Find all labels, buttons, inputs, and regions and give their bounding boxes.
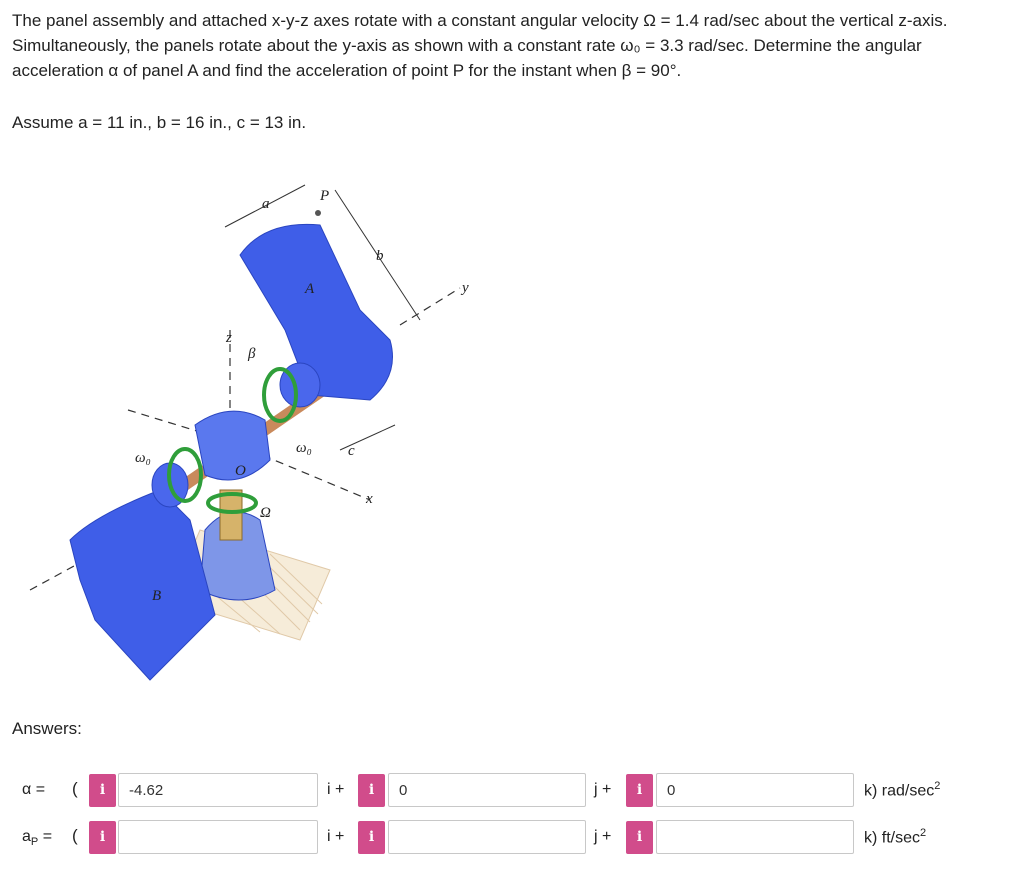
alpha-unit bbox=[864, 780, 940, 800]
ap-unit-exp: 2 bbox=[920, 827, 927, 839]
label-a: a bbox=[262, 196, 270, 212]
alpha-label: α = bbox=[22, 781, 46, 798]
ap-j-sep: j + bbox=[594, 828, 612, 845]
alpha-j-info-button[interactable]: i bbox=[358, 774, 385, 807]
ap-label-a: a bbox=[22, 828, 31, 845]
panel-b bbox=[70, 490, 215, 680]
alpha-answer-row bbox=[0, 771, 1024, 811]
y-axis-line bbox=[400, 288, 460, 325]
point-p bbox=[315, 210, 321, 216]
ap-label bbox=[22, 828, 52, 848]
ap-label-sub: P bbox=[30, 836, 39, 849]
alpha-unit-text: k) rad/sec bbox=[864, 782, 935, 800]
alpha-j-sep: j + bbox=[594, 781, 612, 798]
alpha-open-paren: ( bbox=[72, 779, 78, 798]
label-c: c bbox=[348, 443, 355, 459]
label-p: P bbox=[320, 188, 330, 204]
ap-label-eq: = bbox=[38, 828, 53, 845]
ap-j-input[interactable] bbox=[388, 820, 586, 854]
ap-i-info-button[interactable]: i bbox=[89, 821, 116, 854]
label-y: y bbox=[462, 280, 469, 296]
center-block bbox=[195, 411, 270, 480]
alpha-k-info-button[interactable]: i bbox=[626, 774, 653, 807]
alpha-k-input[interactable] bbox=[656, 773, 854, 807]
ap-j-info-button[interactable]: i bbox=[358, 821, 385, 854]
label-b: b bbox=[376, 248, 384, 264]
assume-statement: Assume a = 11 in., b = 16 in., c = 13 in. bbox=[12, 113, 307, 132]
alpha-unit-exp: 2 bbox=[934, 780, 941, 792]
label-beta: β bbox=[248, 346, 256, 362]
label-omega-right: ω₀ bbox=[296, 440, 312, 456]
label-omega-left: ω₀ bbox=[135, 450, 151, 466]
ap-unit bbox=[864, 827, 926, 847]
ap-k-input[interactable] bbox=[656, 820, 854, 854]
vertical-shaft bbox=[220, 490, 242, 540]
alpha-i-input[interactable] bbox=[118, 773, 318, 807]
label-Omega: Ω bbox=[260, 505, 271, 521]
label-O: O bbox=[235, 463, 246, 479]
ap-open-paren: ( bbox=[72, 826, 78, 845]
ap-unit-text: k) ft/sec bbox=[864, 829, 921, 847]
panel-assembly-figure bbox=[0, 170, 520, 690]
problem-statement bbox=[12, 8, 1012, 83]
ap-i-input[interactable] bbox=[118, 820, 318, 854]
label-B: B bbox=[152, 588, 162, 604]
problem-line-3: acceleration α of panel A and find the acceleration of point P for the instant when β = 90°. bbox=[12, 61, 682, 80]
problem-line-2: Simultaneously, the panels rotate about the y-axis as shown with a constant rate ω₀ = 3.3 rad/sec. Determine the angular bbox=[12, 36, 922, 55]
problem-line-1: The panel assembly and attached x-y-z axes rotate with a constant angular velocity Ω = 1.4 rad/sec about the vertical z-axis. bbox=[12, 11, 948, 30]
ap-answer-row bbox=[0, 818, 1024, 858]
answers-label: Answers: bbox=[12, 719, 82, 738]
ap-k-info-button[interactable]: i bbox=[626, 821, 653, 854]
alpha-i-sep: i + bbox=[327, 781, 345, 798]
ap-i-sep: i + bbox=[327, 828, 345, 845]
alpha-j-input[interactable] bbox=[388, 773, 586, 807]
alpha-i-info-button[interactable]: i bbox=[89, 774, 116, 807]
label-z: z bbox=[226, 330, 232, 346]
label-x: x bbox=[366, 491, 373, 507]
label-A: A bbox=[305, 281, 315, 297]
